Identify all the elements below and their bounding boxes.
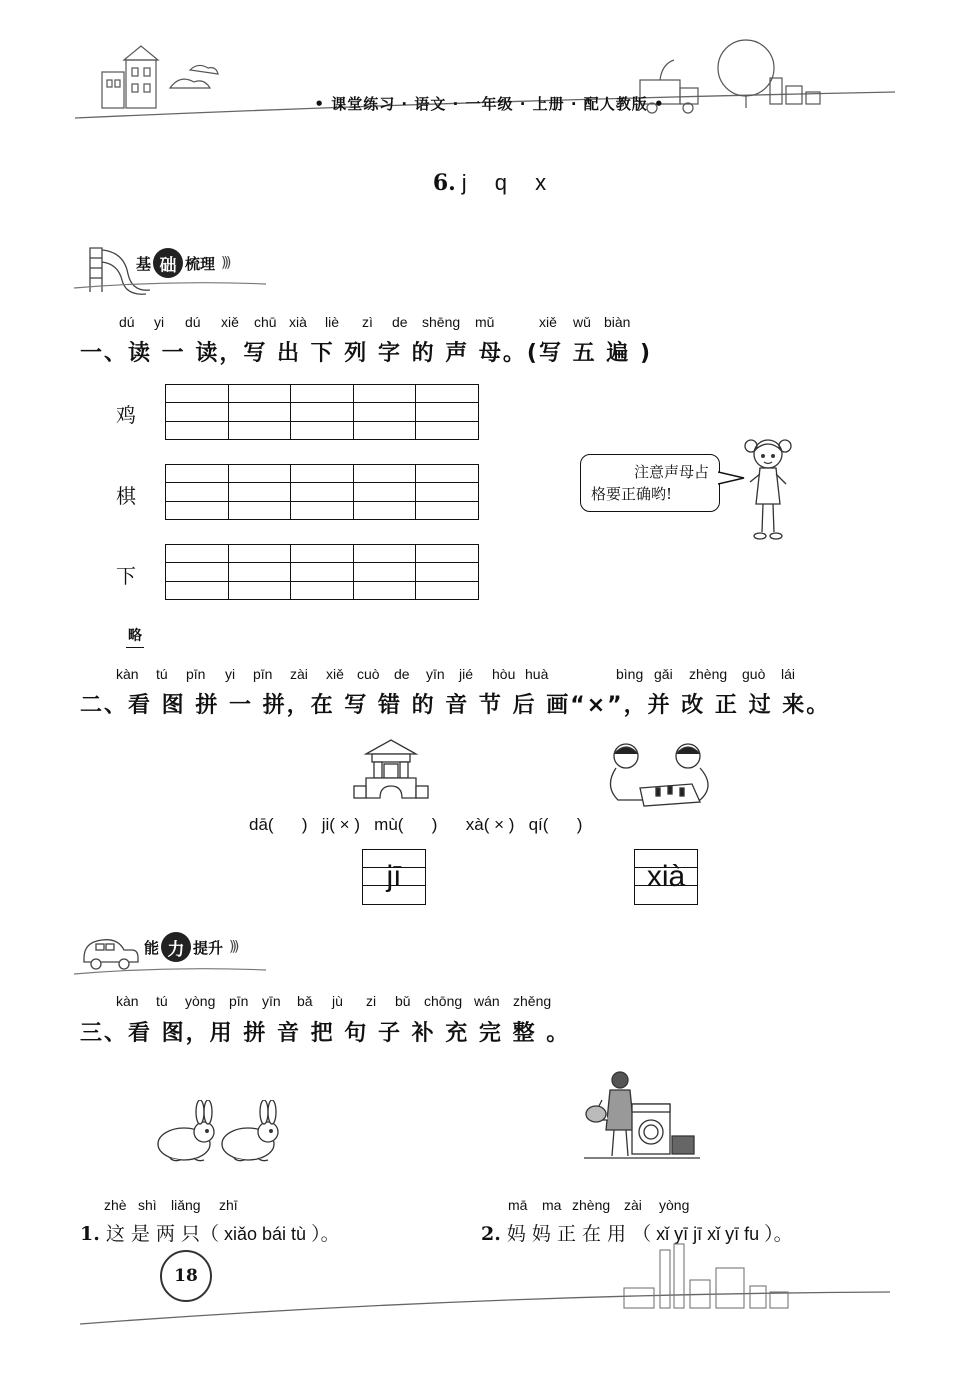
pinyin: wán: [474, 993, 500, 1009]
pinyin: yīn: [262, 993, 281, 1009]
pinyin: dú: [185, 314, 201, 330]
sentence-1-text: 这 是 两 只（: [105, 1223, 220, 1245]
speech-bubble: [580, 454, 720, 512]
pinyin: huà: [525, 666, 549, 682]
section-badge-ability: [144, 932, 236, 962]
pinyin: zài: [624, 1197, 642, 1213]
sound-arcs-icon: ))): [229, 939, 237, 955]
pinyin: biàn: [604, 314, 631, 330]
pinyin: zhěng: [513, 993, 552, 1009]
badge-char-3: 提升: [193, 938, 224, 957]
building-blocks-illustration: [352, 736, 430, 802]
pinyin: zhè: [104, 1197, 127, 1213]
page-number: 18: [160, 1250, 212, 1302]
answer-box-xia[interactable]: [634, 849, 698, 905]
pinyin: zài: [290, 666, 308, 682]
answer-ji: jī: [386, 860, 402, 893]
pinyin: hòu: [492, 666, 516, 682]
answer-box-ji[interactable]: [362, 849, 426, 905]
sentence-2-end: ）。: [764, 1223, 793, 1245]
sentence-2-text: 妈 妈 正 在 用 （: [506, 1223, 652, 1245]
pinyin: dú: [119, 314, 135, 330]
pinyin: bìng: [616, 666, 644, 682]
pinyin: xiě: [221, 314, 239, 330]
pinyin: pīn: [253, 666, 273, 682]
pinyin: yòng: [185, 993, 216, 1009]
pinyin: xiě: [326, 666, 344, 682]
pinyin: bǔ: [395, 993, 411, 1009]
pinyin: bǎ: [297, 993, 313, 1009]
sentence-2-number: 2.: [481, 1223, 501, 1245]
pinyin: ma: [542, 1197, 562, 1213]
header-title: • 课堂练习 · 语文 · 一年级 · 上册 · 配人教版 •: [314, 95, 665, 113]
sentence-1-number: 1.: [80, 1223, 100, 1245]
mother-washing-machine-illustration: [582, 1070, 702, 1164]
header-decoration: [0, 0, 979, 140]
section-divider-line: [70, 278, 270, 290]
pinyin: gǎi: [654, 666, 673, 682]
pinyin: jié: [459, 666, 474, 682]
pinyin: kàn: [116, 666, 139, 682]
badge-char-2: 础: [153, 248, 183, 278]
pinyin: chōng: [424, 993, 463, 1009]
bubble-line-1: 注意声母占: [633, 463, 709, 481]
pinyin: yòng: [659, 1197, 690, 1213]
pinyin: zì: [362, 314, 373, 330]
pinyin: tú: [156, 993, 168, 1009]
answer-omitted: 略: [126, 625, 144, 648]
lesson-title: [0, 170, 979, 196]
sound-arcs-icon: ))): [221, 255, 229, 271]
badge-char-1: 能: [144, 938, 160, 957]
city-skyline-illustration: [624, 1244, 788, 1308]
pinyin: lái: [781, 666, 796, 682]
question-1-text: 一、读 一 读，写 出 下 列 字 的 声 母。(写 五 遍 ): [80, 341, 653, 366]
pinyin: xiě: [539, 314, 557, 330]
writing-grid[interactable]: [165, 544, 479, 600]
section-divider-line: [70, 964, 270, 976]
footer-decoration: [0, 1240, 979, 1340]
lesson-letters: j q x: [461, 170, 547, 195]
pinyin: de: [394, 666, 410, 682]
pinyin: de: [392, 314, 408, 330]
pinyin: chū: [254, 314, 277, 330]
girl-illustration: [738, 432, 798, 548]
pinyin: tú: [156, 666, 168, 682]
bubble-line-2: 格要正确哟!: [591, 485, 673, 503]
pinyin: shēng: [422, 314, 461, 330]
pinyin: cuò: [357, 666, 380, 682]
pinyin: mā: [508, 1197, 528, 1213]
sentence-1-answer[interactable]: xiǎo bái tù: [219, 1224, 312, 1244]
badge-char-2: 力: [161, 932, 191, 962]
answer-xia: xià: [646, 860, 686, 893]
char-label: 鸡: [116, 403, 136, 427]
pinyin: yi: [225, 666, 236, 682]
pinyin: pīn: [186, 666, 206, 682]
badge-char-1: 基: [136, 254, 152, 273]
section-badge-basics: [136, 248, 228, 278]
badge-char-3: 梳理: [185, 254, 216, 273]
question-3-text: 三、看 图，用 拼 音 把 句 子 补 充 完 整 。: [80, 1021, 571, 1046]
pinyin: shì: [138, 1197, 157, 1213]
pinyin: kàn: [116, 993, 139, 1009]
pinyin: liǎng: [171, 1197, 201, 1213]
char-label: 棋: [116, 484, 136, 508]
lesson-number: 6.: [432, 170, 456, 196]
pinyin: liè: [325, 314, 340, 330]
two-rabbits-illustration: [150, 1100, 284, 1166]
pinyin: zhèng: [689, 666, 728, 682]
writing-grid[interactable]: [165, 384, 479, 440]
pinyin: yi: [154, 314, 165, 330]
pinyin: zhī: [219, 1197, 238, 1213]
pinyin: xià: [289, 314, 307, 330]
sentence-2-answer[interactable]: xǐ yī jī xǐ yī fu: [651, 1224, 765, 1244]
writing-grid[interactable]: [165, 464, 479, 520]
pinyin: yīn: [426, 666, 445, 682]
kids-playing-chess-illustration: [600, 740, 730, 808]
pinyin: wǔ: [573, 314, 591, 330]
pinyin: zhèng: [572, 1197, 611, 1213]
sentence-1-end: ）。: [311, 1223, 340, 1245]
pinyin: zi: [366, 993, 377, 1009]
pinyin: mǔ: [475, 314, 495, 330]
pinyin: pīn: [229, 993, 249, 1009]
pinyin: guò: [742, 666, 766, 682]
char-label: 下: [116, 564, 136, 588]
q2-syllables: dā( ) ji( × ) mù( ) xà( × ) qí( ): [249, 815, 583, 834]
question-2-text: 二、看 图 拼 一 拼，在 写 错 的 音 节 后 画“×”，并 改 正 过 来。: [80, 693, 831, 718]
pinyin: jù: [332, 993, 343, 1009]
